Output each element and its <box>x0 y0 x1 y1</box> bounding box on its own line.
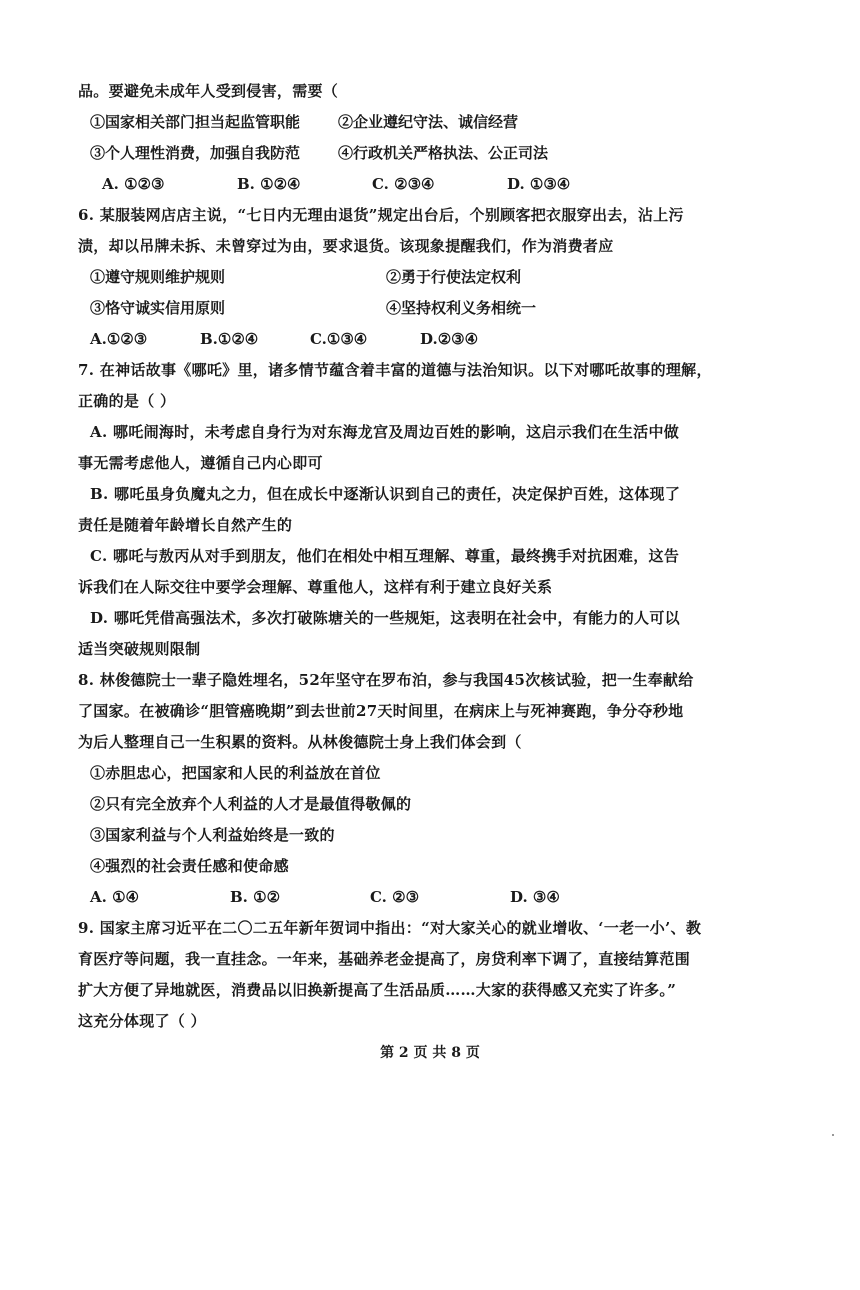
q5-option-1: ①国家相关部门担当起监管职能 <box>90 113 301 131</box>
q5-option-3: ③个人理性消费，加强自我防范 <box>90 144 301 162</box>
q6-option-1: ①遵守规则维护规则 <box>90 268 226 286</box>
q5-choice-c: C. ②③④ <box>372 175 435 193</box>
q6-choices <box>78 326 778 353</box>
q5-option-4: ④行政机关严格执法、公正司法 <box>338 144 549 162</box>
q5-choices <box>78 171 778 198</box>
q6-option-4: ④坚持权利义务相统一 <box>386 299 537 317</box>
q7-option-d-line-1: D. 哪吒凭借高强法术，多次打破陈塘关的一些规矩，这表明在社会中，有能力的人可以 <box>90 609 680 627</box>
q5-option-2: ②企业遵纪守法、诚信经营 <box>338 113 519 131</box>
q8-option-2: ②只有完全放弃个人利益的人才是最值得敬佩的 <box>90 795 412 813</box>
q5-options-row-2 <box>78 140 778 167</box>
q8-stem-line-3: 为后人整理自己一生积累的资料。从林俊德院士身上我们体会到（ <box>78 733 522 751</box>
q9-stem-line-2: 育医疗等问题，我一直挂念。一年来，基础养老金提高了，房贷利率下调了，直接结算范围 <box>78 950 691 968</box>
q6-options-row-1 <box>78 264 778 291</box>
q7-stem-line-2: 正确的是（ ） <box>78 392 176 410</box>
q7-stem-line-1: 7. 在神话故事《哪吒》里，诸多情节蕴含着丰富的道德与法治知识。以下对哪吒故事的理解， <box>78 361 712 379</box>
q6-options-row-2 <box>78 295 778 322</box>
q9-stem-line-4: 这充分体现了（ ） <box>78 1012 206 1030</box>
q8-choices <box>78 884 778 911</box>
q5-choice-a: A. ①②③ <box>102 175 165 193</box>
q8-option-1: ①赤胆忠心，把国家和人民的利益放在首位 <box>90 764 381 782</box>
q6-stem-line-1: 6. 某服装网店店主说，“七日内无理由退货”规定出台后，个别顾客把衣服穿出去，沾上污 <box>78 206 684 224</box>
q6-stem-line-2: 渍，却以吊牌未拆、未曾穿过为由，要求退货。该现象提醒我们，作为消费者应 <box>78 237 614 255</box>
q8-stem-line-1: 8. 林俊德院士一辈子隐姓埋名，52年坚守在罗布泊，参与我国45次核试验，把一生奉献给 <box>78 671 694 689</box>
q8-choice-d: D. ③④ <box>510 888 560 906</box>
q8-choice-c: C. ②③ <box>370 888 420 906</box>
page-footer: 第 2 页 共 8 页 <box>380 1045 480 1061</box>
q6-option-2: ②勇于行使法定权利 <box>386 268 522 286</box>
q7-option-c-line-2: 诉我们在人际交往中要学会理解、尊重他人，这样有利于建立良好关系 <box>78 578 553 596</box>
q5-choice-d: D. ①③④ <box>507 175 571 193</box>
q7-option-a-line-2: 事无需考虑他人，遵循自己内心即可 <box>78 454 323 472</box>
q8-choice-b: B. ①② <box>230 888 281 906</box>
q5-options-row-1 <box>78 109 778 136</box>
q6-choice-a: A.①②③ <box>90 330 148 348</box>
q8-stem-line-2: 了国家。在被确诊“胆管癌晚期”到去世前27天时间里，在病床上与死神赛跑，争分夺秒地 <box>78 702 684 720</box>
q7-option-d-line-2: 适当突破规则限制 <box>78 640 201 658</box>
q7-option-c-line-1: C. 哪吒与敖丙从对手到朋友，他们在相处中相互理解、尊重，最终携手对抗困难，这告 <box>90 547 680 565</box>
q6-option-3: ③恪守诚实信用原则 <box>90 299 226 317</box>
q7-option-b-line-2: 责任是随着年龄增长自然产生的 <box>78 516 293 534</box>
q6-choice-c: C.①③④ <box>310 330 368 348</box>
q6-choice-b: B.①②④ <box>200 330 259 348</box>
q6-choice-d: D.②③④ <box>420 330 479 348</box>
q8-option-4: ④强烈的社会责任感和使命感 <box>90 857 289 875</box>
q7-option-a-line-1: A. 哪吒闹海时，未考虑自身行为对东海龙宫及周边百姓的影响，这启示我们在生活中做 <box>90 423 680 441</box>
q9-stem-line-1: 9. 国家主席习近平在二〇二五年新年贺词中指出：“对大家关心的就业增收、‘一老一小’、教 <box>78 919 702 937</box>
page-content <box>78 78 778 1035</box>
q8-choice-a: A. ①④ <box>90 888 139 906</box>
q7-option-b-line-1: B. 哪吒虽身负魔丸之力，但在成长中逐渐认识到自己的责任，决定保护百姓，这体现了 <box>90 485 681 503</box>
q8-option-3: ③国家利益与个人利益始终是一致的 <box>90 826 335 844</box>
q5-stem-tail: 品。要避免未成年人受到侵害，需要（ <box>78 82 339 100</box>
q5-choice-b: B. ①②④ <box>237 175 301 193</box>
scan-speck <box>832 1134 834 1136</box>
q9-stem-line-3: 扩大方便了异地就医，消费品以旧换新提高了生活品质……大家的获得感又充实了许多。” <box>78 981 677 999</box>
